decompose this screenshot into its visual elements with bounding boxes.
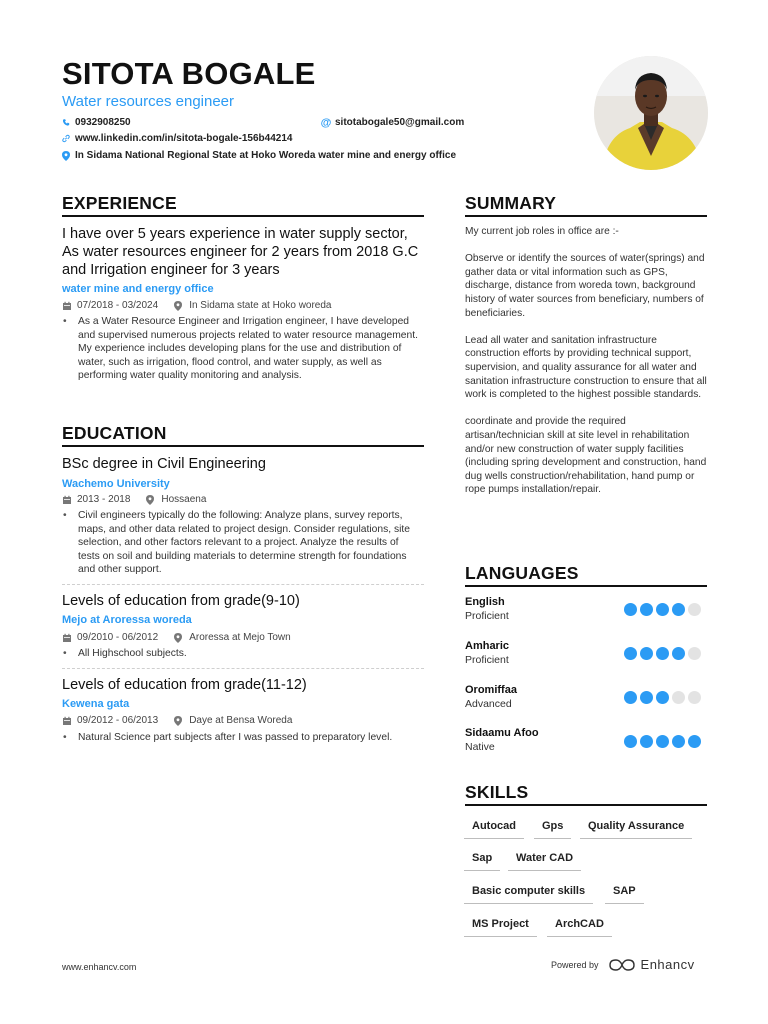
rating-dot-filled [656, 691, 669, 704]
education-entry-meta [62, 494, 206, 505]
language-name: English [465, 596, 505, 608]
rating-dot-filled [672, 647, 685, 660]
rating-dot-filled [624, 647, 637, 660]
language-level: Proficient [465, 610, 509, 622]
education-entry-org: Mejo at Aroressa woreda [62, 614, 192, 626]
skill-tag: SAP [605, 885, 644, 904]
education-rule [62, 445, 424, 447]
languages-heading: LANGUAGES [465, 563, 579, 583]
footer-website[interactable]: www.enhancv.com [62, 962, 137, 972]
location-pin-icon [174, 633, 184, 643]
enhancv-logo[interactable] [609, 957, 695, 972]
language-rating [624, 691, 701, 704]
language-level: Proficient [465, 654, 509, 666]
rating-dot-filled [656, 735, 669, 748]
summary-paragraph: Observe or identify the sources of water(springs) and gather data or vital information such as GPS, discharge, distance from woreda town, background history of water sources from beneficiary, numbers of beneficiaries. [465, 253, 705, 319]
education-bullets [63, 647, 415, 661]
rating-dot-empty [672, 691, 685, 704]
skill-tag: Sap [464, 852, 500, 871]
link-icon [62, 134, 70, 144]
location-pin-icon [174, 716, 184, 726]
language-name: Oromiffaa [465, 684, 517, 696]
candidate-name: SITOTA BOGALE [62, 56, 316, 91]
rating-dot-empty [688, 603, 701, 616]
skill-tag: ArchCAD [547, 918, 612, 937]
list-item: • All Highschool subjects. [63, 647, 415, 661]
skill-tag: Quality Assurance [580, 820, 692, 839]
location-pin-icon [174, 301, 184, 311]
language-rating [624, 647, 701, 660]
calendar-icon [62, 495, 72, 505]
rating-dot-filled [624, 735, 637, 748]
contact-email [322, 117, 464, 128]
rating-dot-filled [656, 603, 669, 616]
language-rating [624, 603, 701, 616]
skill-tag: Autocad [464, 820, 524, 839]
phone-icon [62, 118, 70, 128]
rating-dot-filled [624, 691, 637, 704]
rating-dot-filled [688, 735, 701, 748]
education-dates: 09/2012 - 06/2013 [77, 715, 159, 726]
skill-tag: Water CAD [508, 852, 581, 871]
summary-paragraph: Lead all water and sanitation infrastructure construction efforts by providing technical support, supervision, and quality assurance for all water and sanitation infrastructure construction to ensure that all work is completed to the highest possible standards. [465, 334, 707, 401]
rating-dot-empty [688, 691, 701, 704]
contact-phone [62, 117, 131, 128]
calendar-icon [62, 301, 72, 311]
list-item: • Civil engineers typically do the following: Analyze plans, survey reports, maps, and other data related to project design. Consider regulations, site selection, and other factors relevant to a project. Analyze the results of tests on soil and building materials to determine strength for foundations and other support. [63, 509, 415, 577]
education-entry-title: BSc degree in Civil Engineering [62, 456, 266, 472]
calendar-icon [62, 716, 72, 726]
rating-dot-filled [656, 647, 669, 660]
phone-text[interactable]: 0932908250 [75, 117, 131, 128]
footer-branding [551, 957, 695, 972]
entry-divider [62, 584, 424, 585]
rating-dot-filled [672, 603, 685, 616]
rating-dot-filled [640, 691, 653, 704]
location-text: In Sidama National Regional State at Hoko Woreda water mine and energy office [75, 150, 457, 161]
language-name: Amharic [465, 640, 510, 652]
skills-heading: SKILLS [465, 782, 529, 802]
location-pin-icon [146, 495, 156, 505]
summary-heading: SUMMARY [465, 193, 557, 213]
experience-heading: EXPERIENCE [62, 193, 177, 213]
rating-dot-filled [640, 735, 653, 748]
calendar-icon [62, 633, 72, 643]
experience-entry-org: water mine and energy office [62, 283, 214, 295]
summary-rule [465, 215, 707, 217]
contact-linkedin [62, 133, 292, 144]
powered-by-label: Powered by [551, 959, 599, 970]
education-bullets [63, 731, 415, 745]
experience-rule [62, 215, 424, 217]
rating-dot-empty [688, 647, 701, 660]
summary-paragraph: coordinate and provide the required artisan/technician skill at site level in rehabilitation and/or new construction of water supply facilities (including spring development and construction, hand dug wells construction/rehabilitation, hand pump or rope pumps installation/repair. [465, 416, 707, 496]
education-entry-title: Levels of education from grade(9-10) [62, 593, 300, 609]
experience-entry-title: I have over 5 years experience in water supply sector, As water resources engineer for 2 years from 2018 G.C and Irrigation engineer for 3 years [62, 226, 419, 278]
experience-bullets [63, 315, 425, 383]
enhancv-logo-icon [609, 958, 635, 972]
language-name: Sidaamu Afoo [465, 727, 539, 739]
experience-dates: 07/2018 - 03/2024 [77, 300, 159, 311]
education-dates: 2013 - 2018 [77, 494, 131, 505]
brand-name: Enhancv [640, 957, 695, 972]
candidate-role: Water resources engineer [62, 93, 235, 110]
rating-dot-filled [640, 647, 653, 660]
education-entry-meta [62, 715, 292, 726]
language-rating [624, 735, 701, 748]
education-location: Daye at Bensa Woreda [189, 715, 293, 726]
languages-rule [465, 585, 707, 587]
contact-location [62, 150, 456, 161]
location-pin-icon [62, 151, 70, 161]
skill-tag: MS Project [464, 918, 537, 937]
email-text[interactable]: sitotabogale50@gmail.com [335, 117, 465, 128]
list-item: • Natural Science part subjects after I was passed to preparatory level. [63, 731, 415, 745]
language-level: Native [465, 741, 495, 753]
education-entry-meta [62, 632, 291, 643]
profile-photo [594, 56, 708, 170]
skill-tag: Gps [534, 820, 571, 839]
education-bullets [63, 509, 415, 577]
language-level: Advanced [465, 698, 512, 710]
skills-rule [465, 804, 707, 806]
rating-dot-filled [640, 603, 653, 616]
education-location: Hossaena [161, 494, 207, 505]
rating-dot-filled [672, 735, 685, 748]
experience-location: In Sidama state at Hoko woreda [189, 300, 332, 311]
entry-divider [62, 668, 424, 669]
skill-tag: Basic computer skills [464, 885, 593, 904]
education-dates: 09/2010 - 06/2012 [77, 632, 159, 643]
rating-dot-filled [624, 603, 637, 616]
at-icon: @ [320, 116, 332, 129]
summary-text [465, 225, 707, 510]
list-item: • As a Water Resource Engineer and Irrigation engineer, I have developed and supervised numerous projects related to water resource management. My experience includes developing plans for the use and distribution of water, such as irrigation, flood control, and water supply, as well as performing water quality monitoring and analysis. [63, 315, 425, 383]
linkedin-link[interactable]: www.linkedin.com/in/sitota-bogale-156b44214 [75, 133, 293, 144]
education-entry-org: Wachemo University [62, 478, 170, 490]
education-location: Aroressa at Mejo Town [189, 632, 291, 643]
summary-paragraph: My current job roles in office are :- [465, 226, 619, 237]
experience-entry-meta [62, 300, 332, 311]
education-entry-org: Kewena gata [62, 698, 130, 710]
education-heading: EDUCATION [62, 423, 167, 443]
education-entry-title: Levels of education from grade(11-12) [62, 677, 307, 693]
